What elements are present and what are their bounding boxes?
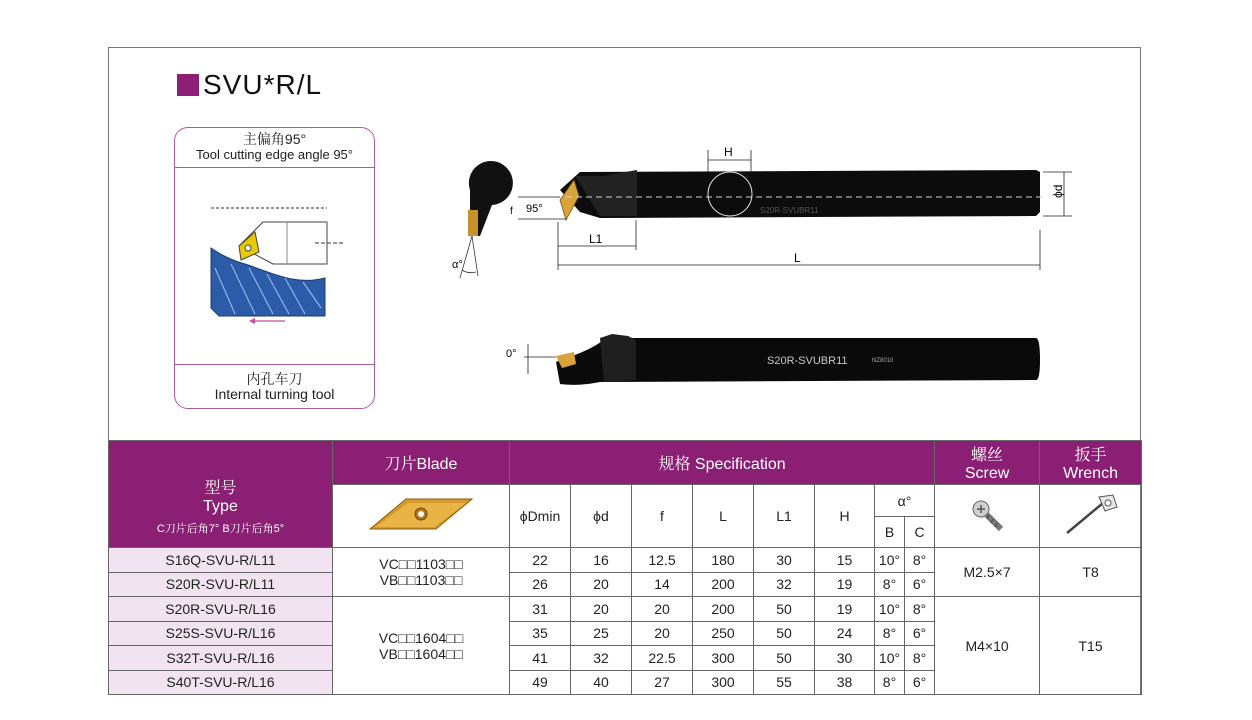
col-alpha: α° (875, 485, 935, 517)
cell-l: 300 (693, 670, 754, 695)
type-header-cn: 型号 (204, 479, 237, 497)
cell-l1: 30 (754, 548, 815, 573)
row-type: S40T-SVU-R/L16 (109, 670, 333, 695)
panel-header-en: Tool cutting edge angle 95° (196, 147, 353, 162)
screw-image-cell (935, 485, 1040, 548)
cell-d: 20 (571, 572, 632, 597)
col-d: ϕd (571, 485, 632, 548)
cell-dmin: 41 (510, 646, 571, 671)
cell-h: 38 (815, 670, 875, 695)
cell-c: 8° (905, 597, 935, 622)
cell-d: 25 (571, 621, 632, 646)
cell-h: 19 (815, 597, 875, 622)
blade-cell-group1 (333, 548, 510, 597)
cell-b: 10° (875, 548, 905, 573)
cell-h: 15 (815, 548, 875, 573)
row-type: S20R-SVU-R/L16 (109, 597, 333, 622)
cell-d: 32 (571, 646, 632, 671)
bar-code: NZ8010 (872, 358, 894, 364)
type-note: C刀片后角7° B刀片后角5° (156, 522, 285, 535)
zero-angle-label: 0° (506, 348, 517, 360)
blade-image-cell (333, 485, 510, 548)
end-view (452, 161, 513, 278)
spec-table (108, 440, 1142, 695)
cell-h: 30 (815, 646, 875, 671)
cell-d: 20 (571, 597, 632, 622)
panel-footer-cn: 内孔车刀 (246, 371, 303, 387)
screw-icon (967, 495, 1007, 535)
cell-l1: 55 (754, 670, 815, 695)
blade-header: 刀片Blade (333, 441, 510, 485)
cell-c: 6° (905, 572, 935, 597)
cell-b: 8° (875, 670, 905, 695)
cell-l1: 50 (754, 597, 815, 622)
cell-l: 250 (693, 621, 754, 646)
cell-c: 6° (905, 621, 935, 646)
bar-marking: S20R-SVUBR11 (767, 355, 848, 367)
f-label: f (510, 206, 513, 217)
boring-bar-top-view (510, 145, 1072, 270)
cell-c: 8° (905, 548, 935, 573)
table-row (109, 597, 1142, 622)
cell-f: 22.5 (632, 646, 693, 671)
cell-d: 16 (571, 548, 632, 573)
col-l1: L1 (754, 485, 815, 548)
table-row (109, 548, 1142, 573)
cell-b: 10° (875, 597, 905, 622)
insert-icon (366, 493, 476, 537)
screw-cell-group1: M2.5×7 (935, 548, 1040, 597)
cell-l1: 50 (754, 646, 815, 671)
cell-dmin: 31 (510, 597, 571, 622)
row-type: S16Q-SVU-R/L11 (109, 548, 333, 573)
cell-dmin: 22 (510, 548, 571, 573)
cell-c: 6° (905, 670, 935, 695)
bar-marking-top: S20R-SVUBR11 (760, 206, 819, 215)
l1-label: L1 (589, 232, 603, 246)
cell-f: 12.5 (632, 548, 693, 573)
l-label: L (794, 251, 801, 265)
blade-vc: VC□□1103□□ (379, 556, 463, 572)
col-dmin: ϕDmin (510, 485, 571, 548)
wrench-image-cell (1040, 485, 1142, 548)
row-type: S20R-SVU-R/L11 (109, 572, 333, 597)
wrench-header-en: Wrench (1063, 465, 1118, 482)
cell-b: 8° (875, 572, 905, 597)
boring-bar-photo (506, 334, 1040, 385)
row-type: S32T-SVU-R/L16 (109, 646, 333, 671)
cell-h: 19 (815, 572, 875, 597)
type-header (109, 441, 333, 548)
col-h: H (815, 485, 875, 548)
col-f: f (632, 485, 693, 548)
panel-header-cn: 主偏角95° (242, 131, 307, 147)
angle-95-label: 95° (526, 203, 543, 215)
cell-l: 200 (693, 572, 754, 597)
cell-f: 14 (632, 572, 693, 597)
screw-cell-group2: M4×10 (935, 597, 1040, 695)
cell-b: 8° (875, 621, 905, 646)
col-l: L (693, 485, 754, 548)
wrench-header (1040, 441, 1142, 485)
cell-f: 20 (632, 597, 693, 622)
spec-header (510, 441, 935, 485)
row-type: S25S-SVU-R/L16 (109, 621, 333, 646)
phi-d-label: ϕd (1051, 184, 1065, 198)
panel-footer-en: Internal turning tool (214, 386, 335, 402)
cell-dmin: 26 (510, 572, 571, 597)
cell-dmin: 35 (510, 621, 571, 646)
cell-f: 27 (632, 670, 693, 695)
h-label: H (724, 145, 733, 159)
wrench-cell-group1: T8 (1040, 548, 1142, 597)
wrench-header-cn: 扳手 (1074, 447, 1107, 464)
cell-l: 200 (693, 597, 754, 622)
col-c: C (905, 517, 935, 548)
spec-header-en: Specification (694, 456, 786, 473)
blade-vb: VB□□1103□□ (379, 572, 463, 588)
spec-header-cn: 规格 (658, 456, 691, 473)
col-b: B (875, 517, 905, 548)
wrench-cell-group2: T15 (1040, 597, 1142, 695)
cell-l: 180 (693, 548, 754, 573)
alpha-label: α° (452, 259, 463, 271)
type-header-en: Type (203, 497, 238, 515)
screw-header-en: Screw (964, 465, 1010, 482)
cell-c: 8° (905, 646, 935, 671)
cell-l: 300 (693, 646, 754, 671)
blade-vb: VB□□1604□□ (379, 645, 463, 662)
title-text: SVU*R/L (203, 69, 323, 100)
wrench-icon (1061, 493, 1121, 537)
cell-f: 20 (632, 621, 693, 646)
screw-header (935, 441, 1040, 485)
cell-d: 40 (571, 670, 632, 695)
screw-header-cn: 螺丝 (971, 447, 1004, 464)
blade-vc: VC□□1604□□ (378, 629, 464, 646)
cell-l1: 50 (754, 621, 815, 646)
cell-dmin: 49 (510, 670, 571, 695)
blade-cell-group2 (333, 597, 510, 695)
cell-b: 10° (875, 646, 905, 671)
cell-h: 24 (815, 621, 875, 646)
cell-l1: 32 (754, 572, 815, 597)
